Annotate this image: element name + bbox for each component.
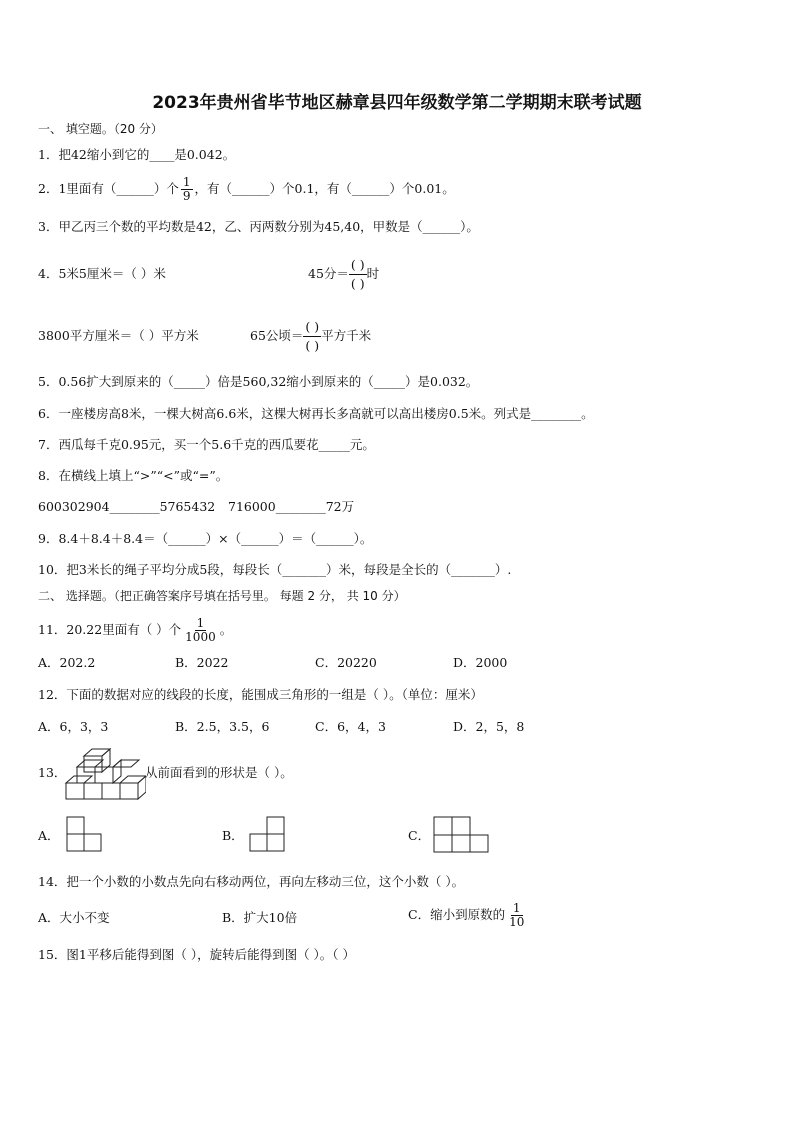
denominator: ( )	[350, 276, 365, 291]
question-4c-part-a: 3800平方厘米＝（ ）平方米	[38, 328, 199, 343]
q14-option-a: A．大小不变	[38, 910, 110, 925]
cube-stack-figure	[62, 742, 146, 802]
question-15: 15．图1平移后能得到图（ ），旋转后能得到图（ ）。（ ）	[38, 947, 356, 962]
question-4c-part-b: 65公顷＝	[250, 328, 304, 343]
denominator: ( )	[305, 338, 320, 353]
blank-fraction	[349, 256, 367, 293]
question-5: 5．0.56扩大到原来的（_____）倍是560,32缩小到原来的（_____）是0.032。	[38, 374, 479, 389]
question-13-number: 13．	[38, 765, 67, 780]
q13-option-c-figure	[433, 816, 489, 853]
q12-option-c: C．6，4，3	[315, 719, 386, 734]
denominator: 10	[509, 915, 525, 929]
q13-option-a-figure	[66, 816, 104, 852]
q14-option-c-text: C．缩小到原数的	[408, 907, 506, 922]
q12-option-a: A．6，3，3	[38, 719, 109, 734]
numerator: 1	[512, 901, 521, 915]
question-11	[38, 617, 232, 644]
section-fill-blank: 一、 填空题。（20 分）	[38, 122, 163, 136]
question-8: 8．在横线上填上“>”“<”或“=”。	[38, 468, 229, 483]
denominator: 9	[182, 189, 191, 203]
compare-item-2: 716000________72万	[228, 499, 355, 514]
q11-option-a: A．202.2	[38, 655, 96, 670]
question-9: 9．8.4＋8.4＋8.4＝（______）×（______）＝（______）。	[38, 531, 373, 546]
page-title: 2023年贵州省毕节地区赫章县四年级数学第二学期期末联考试题	[152, 93, 642, 113]
unit: 时	[366, 266, 380, 281]
question-2	[38, 176, 455, 203]
question-6: 6．一座楼房高8米，一棵大树高6.6米，这棵大树再长多高就可以高出楼房0.5米。列式是________。	[38, 406, 594, 421]
fraction	[183, 617, 218, 644]
question-1: 1．把42缩小到它的____是0.042。	[38, 147, 236, 162]
question-11-part-a: 11．20.22里面有（ ）个	[38, 622, 182, 637]
numerator: 1	[182, 175, 191, 189]
q13-option-b: B．	[222, 828, 244, 843]
question-2-part-b: ，有（______）个0.1，有（______）个0.01。	[194, 181, 455, 196]
q12-option-d: D．2，5，8	[453, 719, 525, 734]
fraction	[181, 176, 193, 203]
question-13-text: 从前面看到的形状是（ ）。	[145, 765, 293, 780]
denominator: 1000	[185, 630, 216, 644]
numerator: ( )	[303, 318, 321, 337]
compare-item-1: 600302904________5765432	[38, 499, 216, 514]
q14-option-b: B．扩大10倍	[222, 910, 298, 925]
q13-option-b-figure	[249, 816, 287, 852]
numerator: 1	[196, 616, 205, 630]
question-4-part-a: 4．5米5厘米＝（ ）米	[38, 266, 166, 281]
question-2-part-a: 2．1里面有（______）个	[38, 181, 179, 196]
question-8-items	[38, 499, 354, 515]
question-11-part-b: 。	[219, 622, 233, 637]
unit: 平方千米	[321, 328, 372, 343]
q11-option-c: C．20220	[315, 655, 377, 670]
blank-fraction	[303, 318, 321, 355]
question-10: 10．把3米长的绳子平均分成5段，每段长（_______）米，每段是全长的（_______）.	[38, 562, 512, 577]
question-4	[38, 256, 379, 293]
section-choice: 二、 选择题。（把正确答案序号填在括号里。 每题 2 分， 共 10 分）	[38, 589, 406, 603]
question-7: 7．西瓜每千克0.95元，买一个5.6千克的西瓜要花_____元。	[38, 437, 375, 452]
question-12: 12．下面的数据对应的线段的长度，能围成三角形的一组是（ ）。（单位：厘米）	[38, 687, 483, 702]
q14-option-c	[408, 902, 528, 929]
question-4-continued	[38, 318, 371, 355]
question-14: 14．把一个小数的小数点先向右移动两位，再向左移动三位，这个小数（ ）。	[38, 874, 465, 889]
q12-option-b: B．2.5，3.5，6	[175, 719, 270, 734]
fraction	[507, 902, 526, 929]
numerator: ( )	[349, 256, 367, 275]
q11-option-b: B．2022	[175, 655, 229, 670]
q11-option-d: D．2000	[453, 655, 508, 670]
question-4-part-b: 45分＝	[308, 266, 349, 281]
q13-option-c: C．	[408, 828, 431, 843]
q13-option-a: A．	[38, 828, 60, 843]
question-3: 3．甲乙丙三个数的平均数是42，乙、丙两数分别为45,40，甲数是（______）。	[38, 219, 479, 234]
